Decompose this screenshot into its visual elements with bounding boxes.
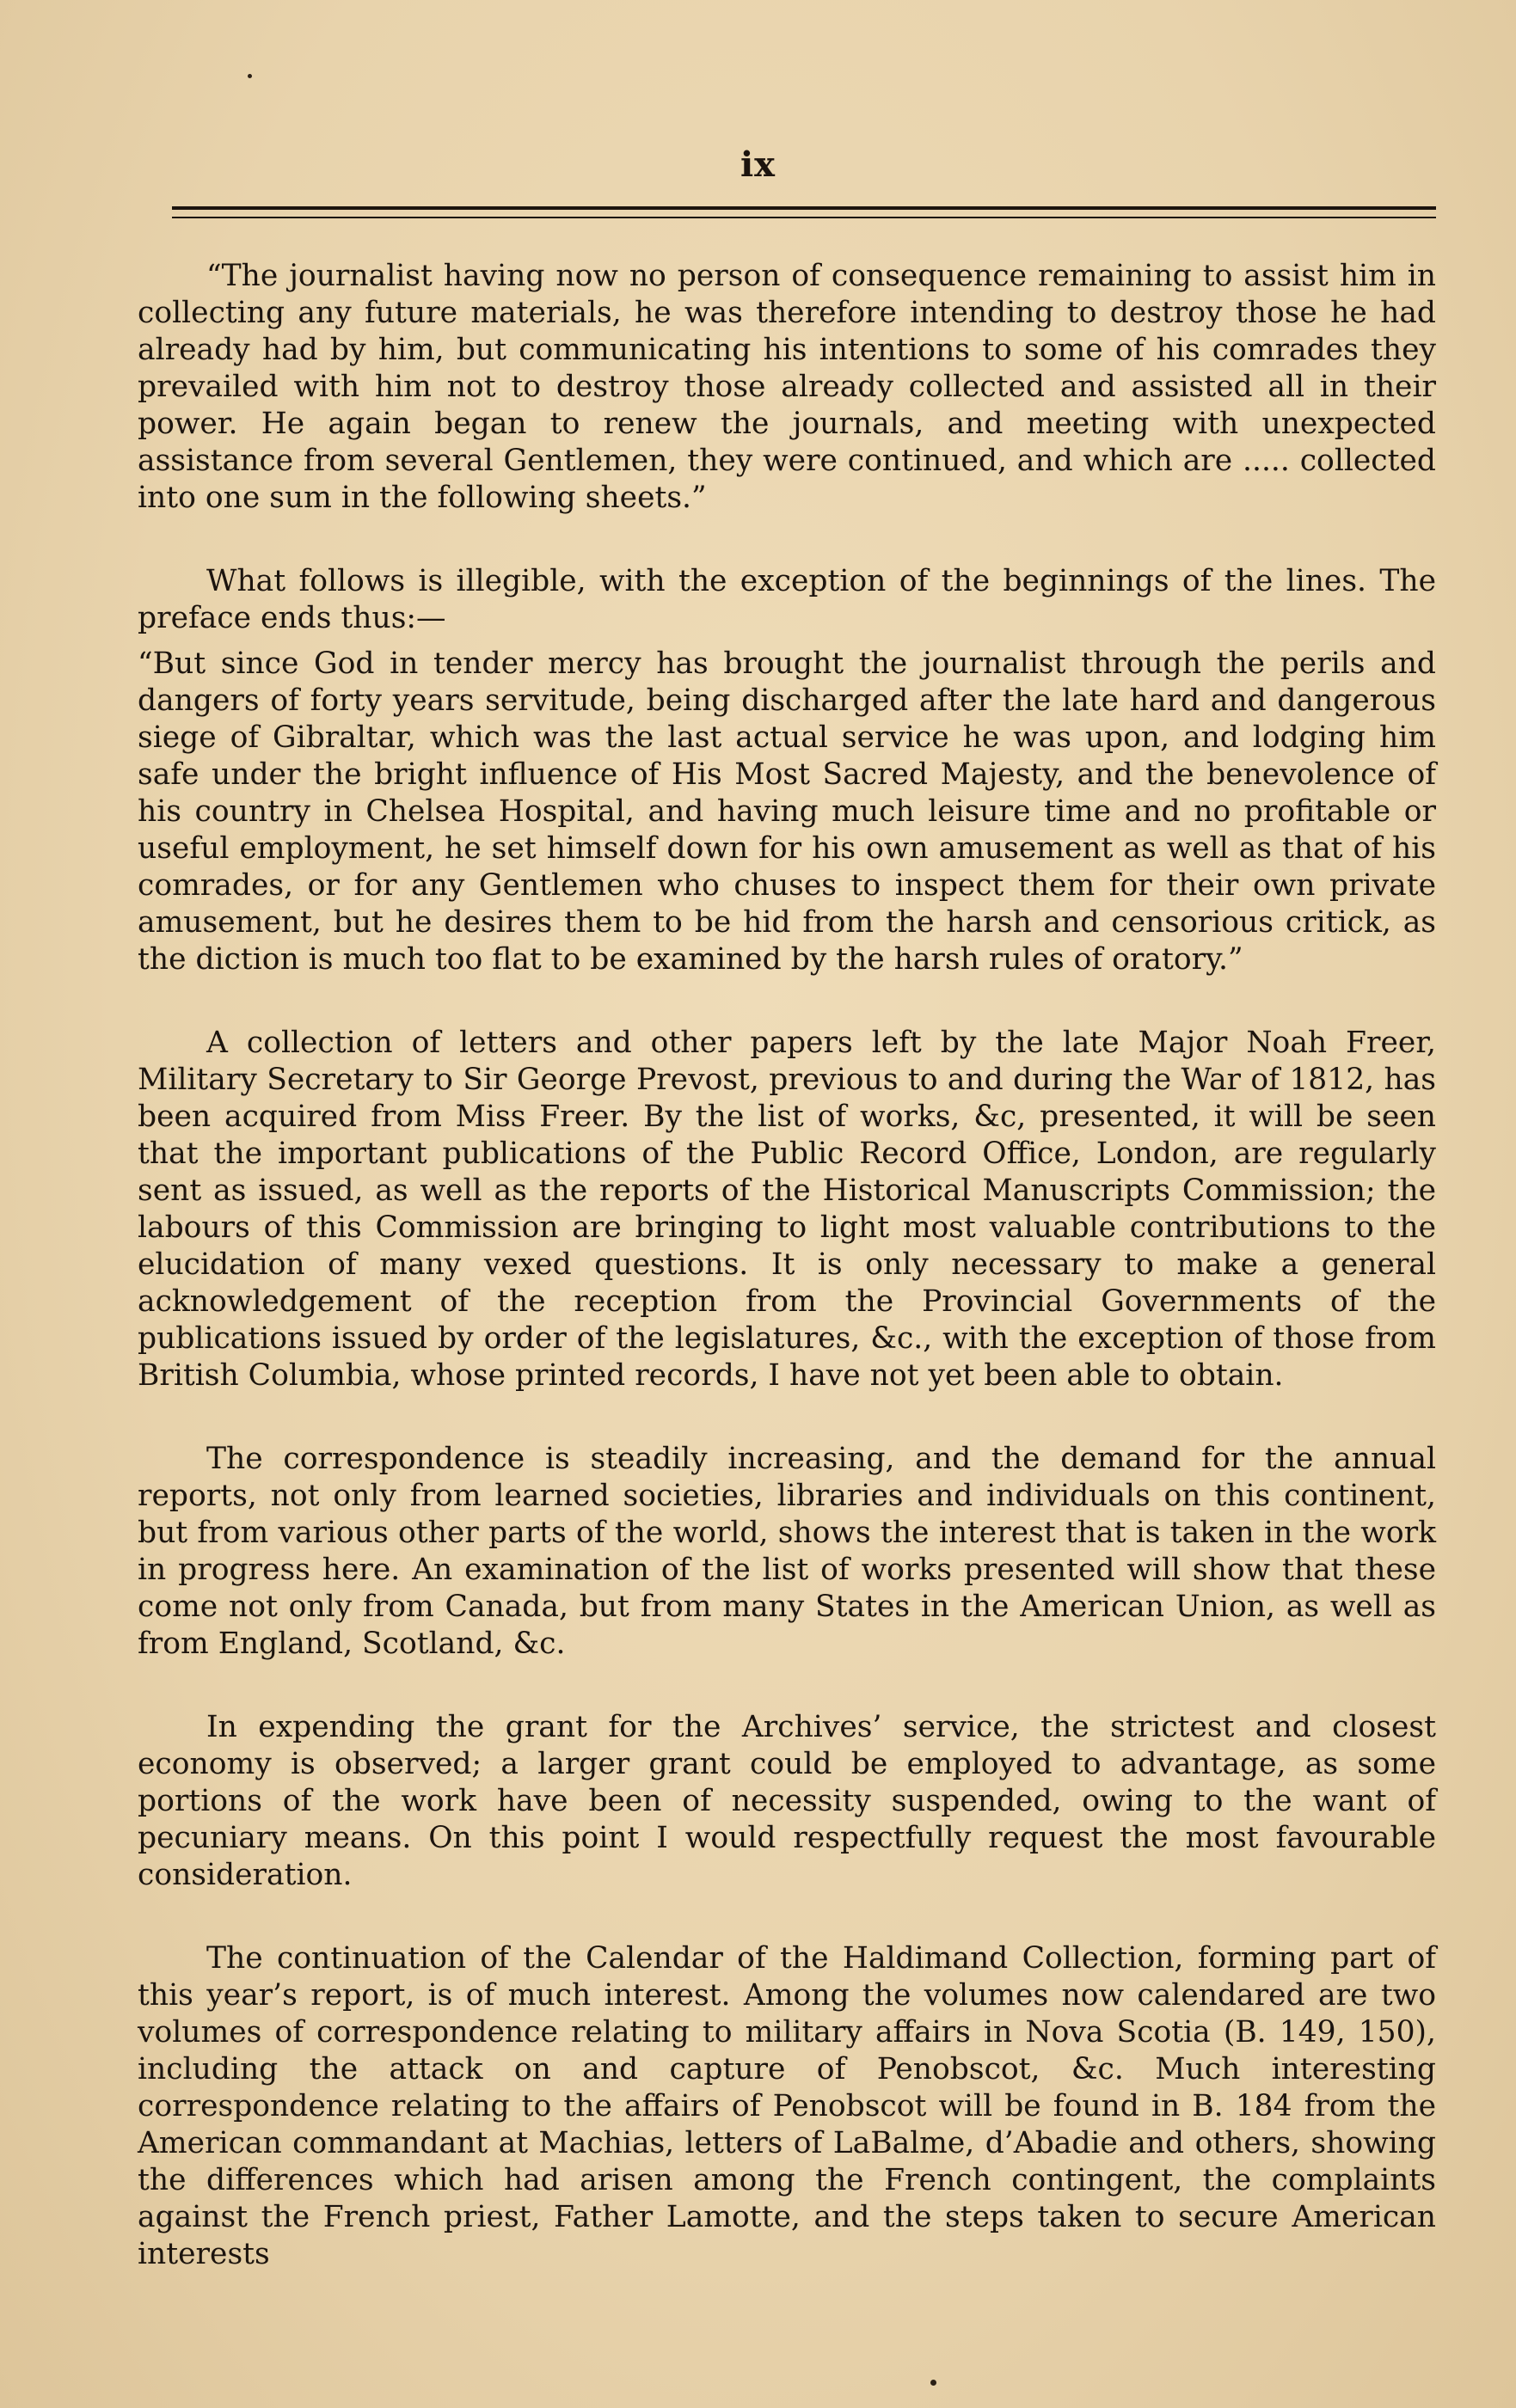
paragraph-grant: In expending the grant for the Archives’ service, the strictest and closest economy is observed; a larger grant could be employed to advantage, as some portions of the work have been of necessity suspended, owing to the want of pecuniary means. On this point I would respectfully request the most favourable consideration. — [138, 1710, 1436, 1892]
page-number: ix — [740, 144, 776, 185]
header-rule-thick — [172, 206, 1436, 210]
paragraph-illegible-note: What follows is illegible, with the exception of the beginnings of the lines. The preface ends thus:— — [138, 564, 1436, 635]
paragraph-freer-collection: A collection of letters and other papers left by the late Major Noah Freer, Military Secretary to Sir George Prevost, previous to and during the War of 1812, has been acquired from Miss Freer. By the list of works, &c, presented, it will be seen that the important publications of the Public Record Office, London, are regularly sent as issued, as well as the reports of the Historical Manuscripts Commission; the labours of this Commission are bringing to light most valuable contributions to the elucidation of many vexed questions. It is only necessary to make a general acknowledgement of the reception from the Provincial Governments of the publications issued by order of the legislatures, &c., with the exception of those from British Columbia, whose printed records, I have not yet been able to obtain. — [138, 1026, 1436, 1393]
paragraph-correspondence: The correspondence is steadily increasing, and the demand for the annual reports, not only from learned societies, libraries and individuals on this continent, but from various other parts of the world, shows the interest that is taken in the work in progress here. An examination of the list of works presented will show that these come not only from Canada, but from many States in the American Union, as well as from England, Scotland, &c. — [138, 1442, 1436, 1661]
ink-speck — [930, 2380, 936, 2386]
header-rule-thin — [172, 217, 1436, 218]
paragraph-haldimand-calendar: The continuation of the Calendar of the Haldimand Collection, forming part of this year’s report, is of much interest. Among the volumes now calendared are two volumes of correspondence relating to military affairs in Nova Scotia (B. 149, 150), including the attack on and capture of Penobscot, &c. Much interesting correspondence relating to the affairs of Penobscot will be found in B. 184 from the American commandant at Machias, letters of LaBalme, d’Abadie and others, showing the differences which had arisen among the French contingent, the complaints against the French priest, Father Lamotte, and the steps taken to secure American interests — [138, 1941, 1436, 2271]
paragraph-preface-quote: “But since God in tender mercy has brought the journalist through the perils and dangers of forty years servitude, being discharged after the late hard and dangerous siege of Gibraltar, which was the last actual service he was upon, and lodging him safe under the bright influence of His Most Sacred Majesty, and the benevolence of his country in Chelsea Hospital, and having much leisure time and no profitable or useful employment, he set himself down for his own amusement as well as that of his comrades, or for any Gentlemen who chuses to inspect them for their own private amusement, but he desires them to be hid from the harsh and censorious critick, as the diction is much too flat to be examined by the harsh rules of oratory.” — [138, 646, 1436, 977]
ink-speck — [248, 74, 252, 78]
body-text — [138, 258, 1436, 2319]
paragraph-journalist-quote: “The journalist having now no person of consequence remaining to assist him in collecting any future materials, he was therefore intending to destroy those he had already had by him, but communicating his intentions to some of his comrades they prevailed with him not to destroy those already collected and assisted all in their power. He again began to renew the journals, and meeting with unexpected assistance from several Gentlemen, they were continued, and which are ..... collected into one sum in the following sheets.” — [138, 259, 1436, 515]
